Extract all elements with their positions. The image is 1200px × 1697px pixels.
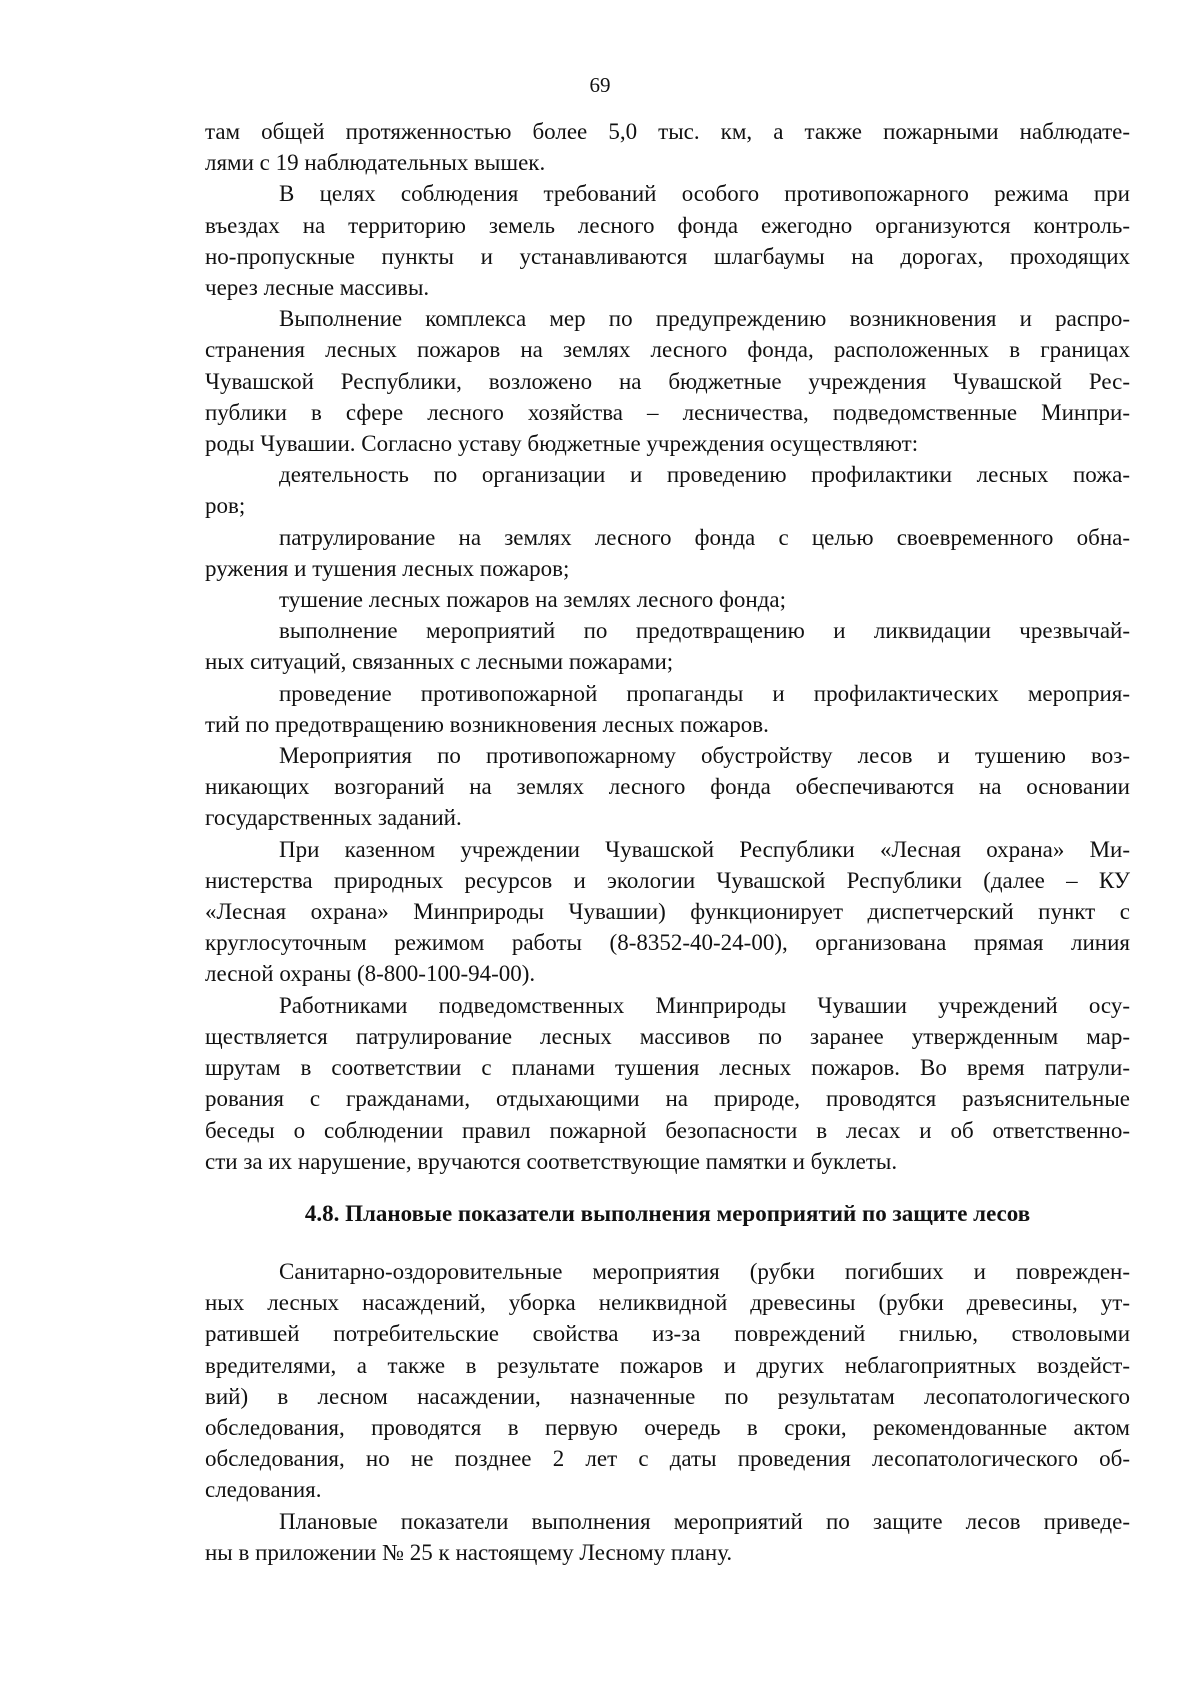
text-line: государственных заданий.	[205, 805, 462, 831]
text-line: вий) в лесном насаждении, назначенные по результатам лесопатологического	[205, 1383, 1130, 1409]
text-line: круглосуточным режимом работы (8-8352-40-24-00), организована прямая линия	[205, 930, 1130, 956]
text-line: При казенном учреждении Чувашской Республики «Лесная охрана» Ми-	[279, 836, 1130, 862]
text-line: публики в сфере лесного хозяйства – лесничества, подведомственные Минпри-	[205, 399, 1130, 425]
text-line: роды Чувашии. Согласно уставу бюджетные учреждения осуществляют:	[205, 431, 919, 457]
text-line: нистерства природных ресурсов и экологии Чувашской Республики (далее – КУ	[205, 867, 1130, 893]
paragraph-p12	[205, 1256, 1130, 1506]
text-line: Работниками подведомственных Минприроды Чувашии учреждений осу-	[279, 992, 1130, 1018]
text-line: ных ситуаций, связанных с лесными пожарами;	[205, 649, 674, 675]
paragraph-p13	[205, 1506, 1130, 1568]
text-line: тий по предотвращению возникновения лесных пожаров.	[205, 711, 769, 737]
paragraph-p1	[205, 116, 1130, 178]
paragraph-p4	[205, 459, 1130, 521]
text-line: деятельность по организации и проведению профилактики лесных пожа-	[279, 462, 1130, 488]
text-line: рования с гражданами, отдыхающими на природе, проводятся разъяснительные	[205, 1086, 1130, 1112]
text-line: «Лесная охрана» Минприроды Чувашии) функционирует диспетчерский пункт с	[205, 899, 1130, 925]
text-line: обследования, но не позднее 2 лет с даты проведения лесопатологического об-	[205, 1446, 1130, 1472]
paragraph-p8	[205, 678, 1130, 740]
text-line: ны в приложении № 25 к настоящему Лесному плану.	[205, 1539, 733, 1565]
text-line: ных лесных насаждений, уборка неликвидной древесины (рубки древесины, ут-	[205, 1290, 1130, 1316]
text-line: вредителями, а также в результате пожаров и других неблагоприятных воздейст-	[205, 1352, 1130, 1378]
section-heading: 4.8. Плановые показатели выполнения мероприятий по защите лесов	[304, 1200, 1031, 1226]
text-line: никающих возгораний на землях лесного фонда обеспечиваются на основании	[205, 774, 1130, 800]
paragraph-p9	[205, 740, 1130, 834]
text-line: обследования, проводятся в первую очередь в сроки, рекомендованные актом	[205, 1414, 1130, 1440]
text-line: тушение лесных пожаров на землях лесного фонда;	[279, 587, 786, 613]
text-line: беседы о соблюдении правил пожарной безопасности в лесах и об ответственно-	[205, 1117, 1130, 1143]
text-line: следования.	[205, 1477, 322, 1503]
paragraph-p7	[205, 615, 1130, 677]
text-line: Санитарно-оздоровительные мероприятия (рубки погибших и поврежден-	[279, 1258, 1130, 1284]
text-line: В целях соблюдения требований особого противопожарного режима при	[279, 181, 1130, 207]
text-line: там общей протяженностью более 5,0 тыс. км, а также пожарными наблюдате-	[205, 119, 1130, 144]
body-text-after-heading	[205, 1256, 1130, 1568]
text-line: патрулирование на землях лесного фонда с целью своевременного обна-	[279, 524, 1130, 550]
text-line: ров;	[205, 493, 246, 519]
text-line: лями с 19 наблюдательных вышек.	[205, 150, 546, 176]
text-line: лесной охраны (8-800-100-94-00).	[205, 961, 536, 987]
text-line: ратившей потребительские свойства из-за повреждений гнилью, стволовыми	[205, 1321, 1130, 1347]
text-line: Выполнение комплекса мер по предупреждению возникновения и распро-	[279, 306, 1130, 332]
text-line: ружения и тушения лесных пожаров;	[205, 555, 570, 581]
paragraph-p6	[205, 584, 1130, 615]
text-line: въездах на территорию земель лесного фонда ежегодно организуются контроль-	[205, 212, 1130, 238]
spacer	[205, 1229, 1130, 1256]
paragraph-p3	[205, 303, 1130, 459]
paragraph-p5	[205, 522, 1130, 584]
page-content	[205, 116, 1130, 1568]
paragraph-p11	[205, 990, 1130, 1177]
text-line: Чувашской Республики, возложено на бюджетные учреждения Чувашской Рес-	[205, 368, 1130, 394]
text-line: сти за их нарушение, вручаются соответствующие памятки и буклеты.	[205, 1148, 898, 1174]
text-line: проведение противопожарной пропаганды и профилактических мероприя-	[279, 680, 1130, 706]
text-line: Мероприятия по противопожарному обустройству лесов и тушению воз-	[279, 743, 1130, 769]
text-line: странения лесных пожаров на землях лесного фонда, расположенных в границах	[205, 337, 1130, 363]
text-line: ществляется патрулирование лесных массивов по заранее утвержденным мар-	[205, 1023, 1130, 1049]
page-number: 69	[589, 73, 611, 97]
text-line: выполнение мероприятий по предотвращению и ликвидации чрезвычай-	[279, 618, 1130, 644]
spacer	[205, 1177, 1130, 1198]
paragraph-p2	[205, 178, 1130, 303]
body-text-before-heading	[205, 116, 1130, 1177]
text-line: Плановые показатели выполнения мероприятий по защите лесов приведе-	[279, 1508, 1130, 1534]
text-line: шрутам в соответствии с планами тушения лесных пожаров. Во время патрули-	[205, 1055, 1130, 1081]
text-line: через лесные массивы.	[205, 275, 430, 301]
paragraph-p10	[205, 834, 1130, 990]
text-line: но-пропускные пункты и устанавливаются шлагбаумы на дорогах, проходящих	[205, 243, 1130, 269]
